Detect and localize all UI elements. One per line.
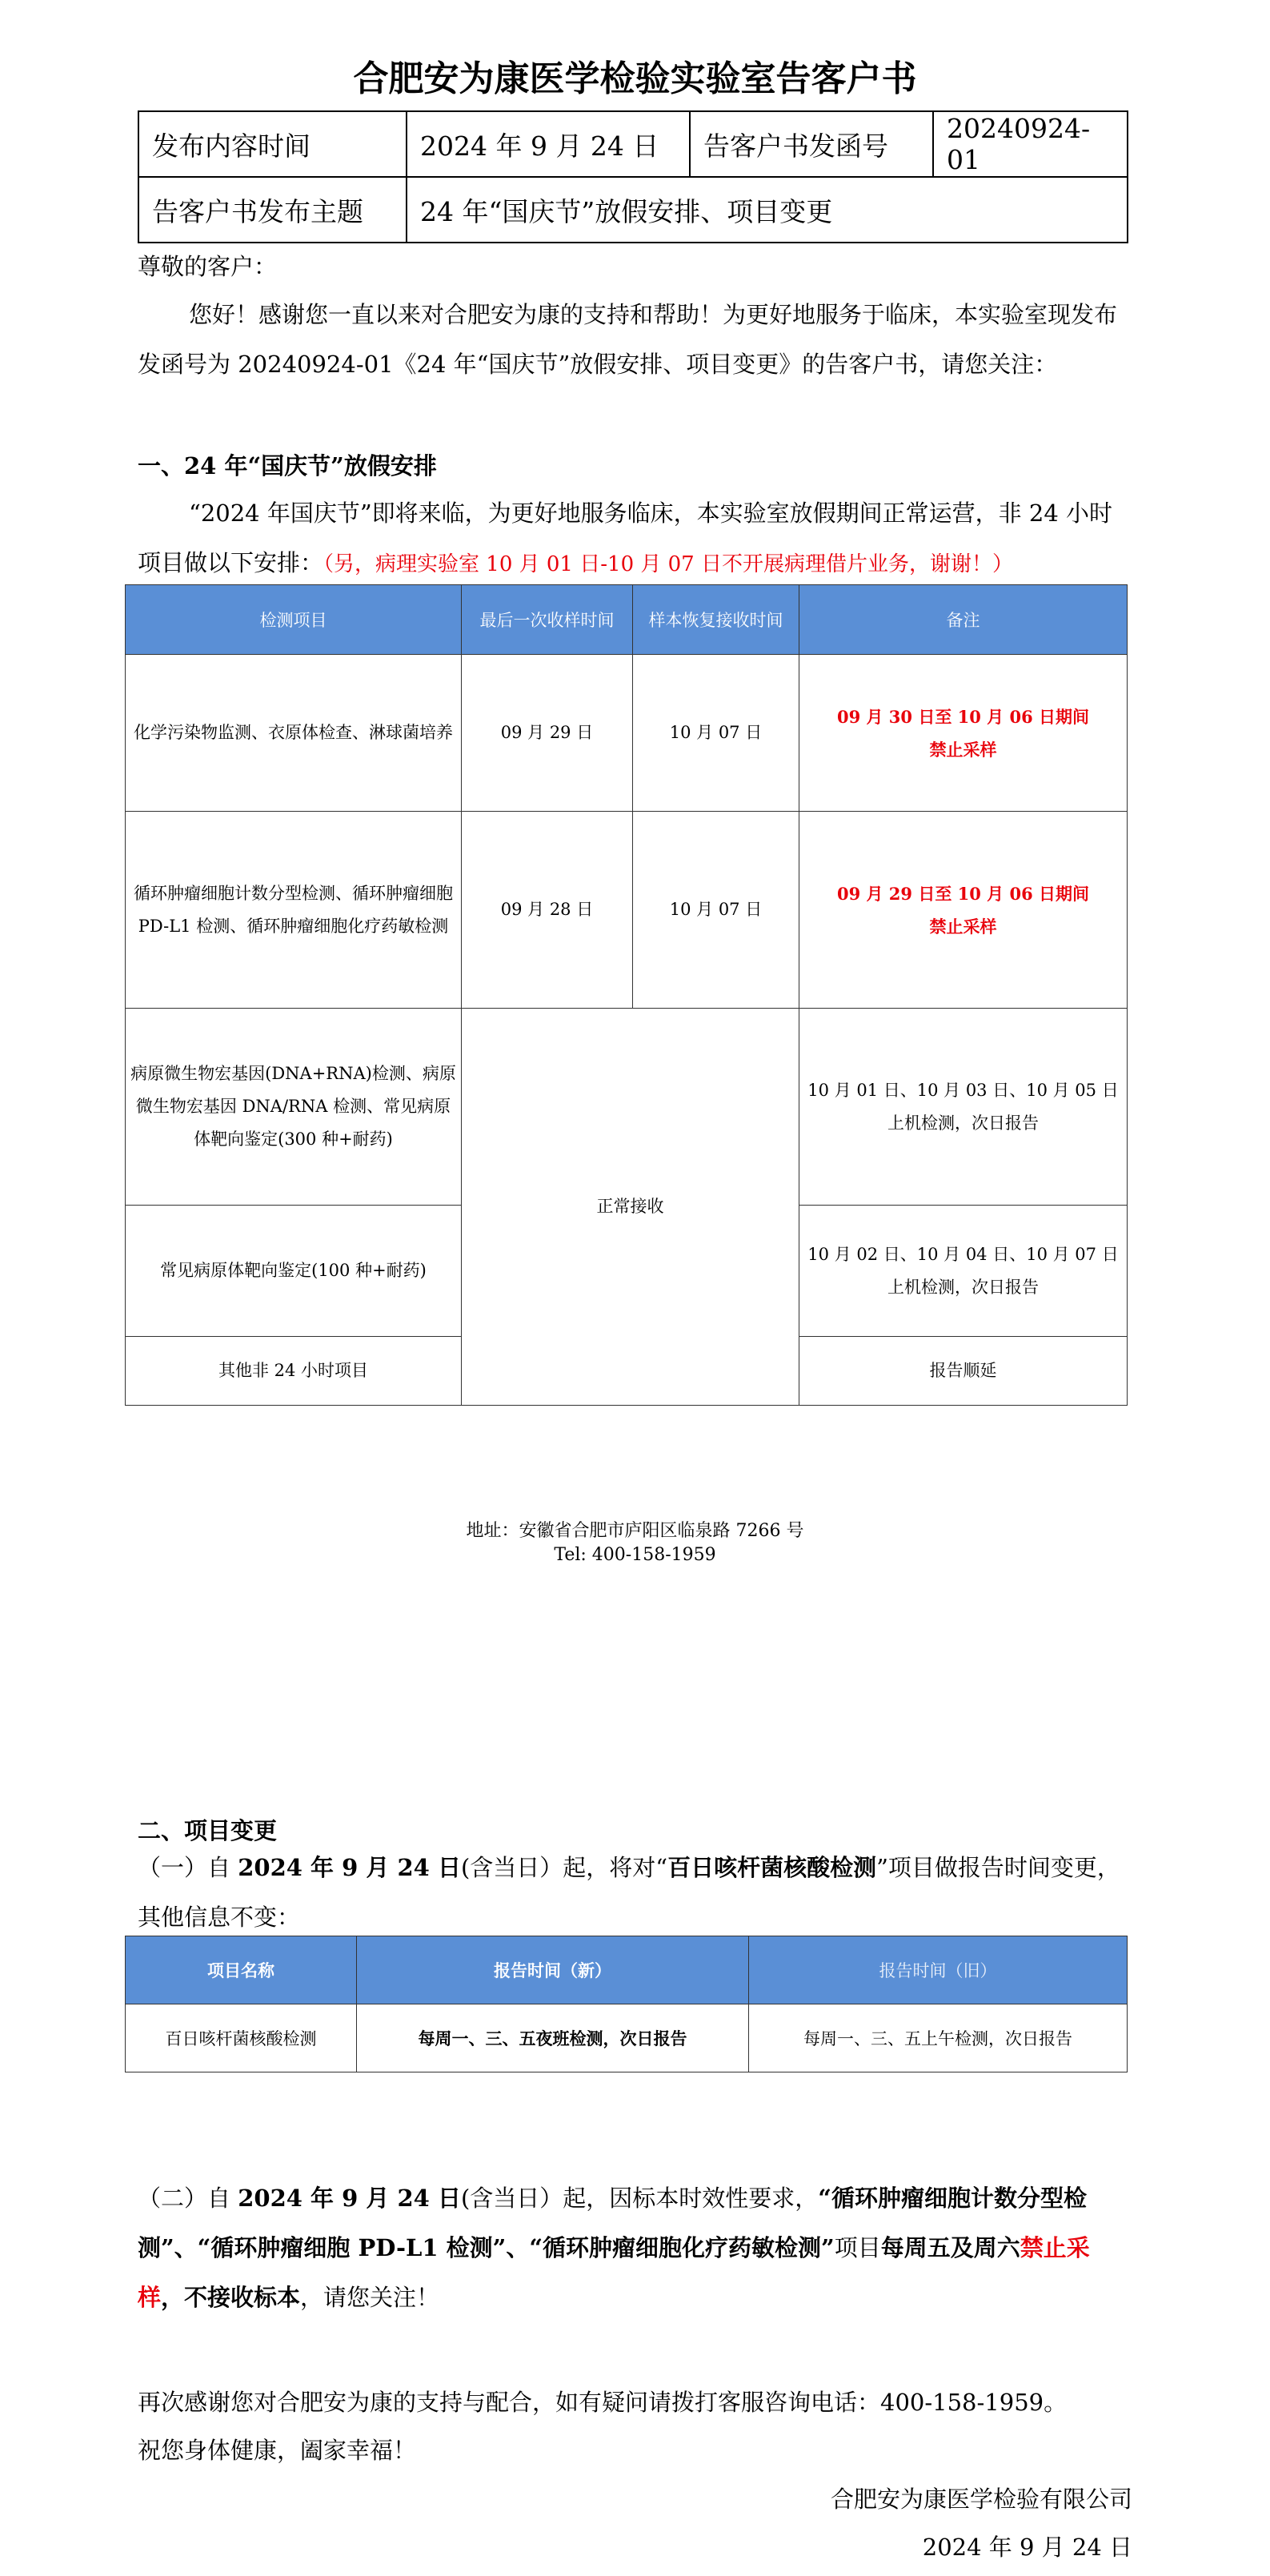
text: 项目 <box>834 2234 881 2261</box>
subject-value: 24 年“国庆节”放假安排、项目变更 <box>407 177 1128 243</box>
pathology-note: （另，病理实验室 10 月 01 日-10 月 07 日不开展病理借片业务，谢谢！） <box>323 552 1013 576</box>
greeting: 尊敬的客户： <box>138 253 278 280</box>
note-cell: 报告顺延 <box>799 1337 1128 1406</box>
publish-time-label: 发布内容时间 <box>138 111 407 177</box>
table-row <box>126 655 1128 812</box>
no-accept-notice: 不接收标本 <box>184 2284 301 2311</box>
table-row <box>126 1009 1128 1206</box>
note-line: 09 月 30 日至 10 月 06 日期间 <box>836 706 1090 727</box>
normal-receive-cell: 正常接收 <box>462 1009 799 1406</box>
col-resume: 样本恢复接收时间 <box>633 585 799 655</box>
sign-date: 2024 年 9 月 24 日 <box>922 2534 1132 2561</box>
closing-wishes: 祝您身体健康，阖家幸福！ <box>138 2437 417 2464</box>
resume-time-cell: 10 月 07 日 <box>633 812 799 1009</box>
item-cell: 常见病原体靶向鉴定(100 种+耐药) <box>126 1206 462 1337</box>
change2-paragraph <box>138 2173 1128 2322</box>
note-cell <box>799 655 1128 812</box>
note-line: 09 月 29 日至 10 月 06 日期间 <box>836 883 1090 904</box>
document-title: 合肥安为康医学检验实验室告客户书 <box>353 58 917 99</box>
company-name: 合肥安为康医学检验有限公司 <box>830 2486 1132 2513</box>
section1-title: 一、24 年“国庆节”放假安排 <box>138 452 437 479</box>
text: （二）自 <box>138 2185 238 2212</box>
section1-paragraph <box>138 488 1128 589</box>
note-cell: 10 月 01 日、10 月 03 日、10 月 05 日上机检测，次日报告 <box>799 1009 1128 1206</box>
telephone: Tel: 400-158-1959 <box>554 1545 716 1565</box>
table-row <box>126 2004 1128 2072</box>
section2-title: 二、项目变更 <box>138 1817 278 1844</box>
last-time-cell: 09 月 29 日 <box>462 655 633 812</box>
project-cell: 百日咳杆菌核酸检测 <box>126 2004 357 2072</box>
report-time-change-table <box>125 1936 1128 2072</box>
col-new-time: 报告时间（新） <box>357 1936 749 2004</box>
subject-label: 告客户书发布主题 <box>138 177 407 243</box>
note-line: 禁止采样 <box>929 739 997 760</box>
item-cell: 化学污染物监测、衣原体检查、淋球菌培养 <box>126 655 462 812</box>
change1-paragraph <box>138 1843 1128 1942</box>
change-header-row <box>126 1936 1128 2004</box>
letter-no-label: 告客户书发函号 <box>690 111 933 177</box>
text: (含当日）起，将对“ <box>460 1854 668 1881</box>
item-cell: 循环肿瘤细胞计数分型检测、循环肿瘤细胞 PD-L1 检测、循环肿瘤细胞化疗药敏检测 <box>126 812 462 1009</box>
new-time-cell: 每周一、三、五夜班检测，次日报告 <box>357 2004 749 2072</box>
text: (含当日）起，因标本时效性要求， <box>460 2185 819 2212</box>
item-cell: 病原微生物宏基因(DNA+RNA)检测、病原微生物宏基因 DNA/RNA 检测、常见病原体靶向鉴定(300 种+耐药) <box>126 1009 462 1206</box>
item-cell: 其他非 24 小时项目 <box>126 1337 462 1406</box>
effective-date: 2024 年 9 月 24 日 <box>238 2185 461 2212</box>
closing-thanks: 再次感谢您对合肥安为康的支持与配合，如有疑问请拨打客服咨询电话：400-158-1959。 <box>138 2389 1068 2416</box>
table-row <box>126 812 1128 1009</box>
address: 地址：安徽省合肥市庐阳区临泉路 7266 号 <box>466 1521 804 1541</box>
last-time-cell: 09 月 28 日 <box>462 812 633 1009</box>
note-line: 禁止采样 <box>929 916 997 937</box>
text: （一）自 <box>138 1854 238 1881</box>
holiday-schedule-table <box>125 584 1128 1406</box>
note-cell <box>799 812 1128 1009</box>
ban-notice: 禁止采样 <box>138 2234 1090 2311</box>
col-item: 检测项目 <box>126 585 462 655</box>
publish-time-value: 2024 年 9 月 24 日 <box>407 111 690 177</box>
resume-time-cell: 10 月 07 日 <box>633 655 799 812</box>
col-last-collection: 最后一次收样时间 <box>462 585 633 655</box>
text: ，请您关注！ <box>300 2284 440 2311</box>
intro-paragraph: 您好！感谢您一直以来对合肥安为康的支持和帮助！为更好地服务于临床，本实验室现发布发函号为 20240924-01《24 年“国庆节”放假安排、项目变更》的告客户书，请您关注： <box>138 301 1118 378</box>
col-old-time: 报告时间（旧） <box>749 1936 1128 2004</box>
section1-text: “2024 年国庆节”即将来临，为更好地服务临床，本实验室放假期间正常运营，非 24 小时项目做以下安排： <box>138 500 1113 576</box>
header-info-table <box>138 110 1128 243</box>
project-names: “循环肿瘤细胞计数分型检测”、“循环肿瘤细胞 PD-L1 检测”、“循环肿瘤细胞化疗药敏检测” <box>138 2185 1087 2261</box>
schedule-header-row <box>126 585 1128 655</box>
text: ， <box>161 2284 185 2311</box>
days: 每周五及周六 <box>880 2234 1020 2261</box>
col-project-name: 项目名称 <box>126 1936 357 2004</box>
old-time-cell: 每周一、三、五上午检测，次日报告 <box>749 2004 1128 2072</box>
col-note: 备注 <box>799 585 1128 655</box>
note-cell: 10 月 02 日、10 月 04 日、10 月 07 日上机检测，次日报告 <box>799 1206 1128 1337</box>
letter-no-value: 20240924-01 <box>933 111 1128 177</box>
text: ”项目做报告时间变更，其他信息不变： <box>138 1854 1120 1931</box>
effective-date: 2024 年 9 月 24 日 <box>238 1854 461 1881</box>
project-name: 百日咳杆菌核酸检测 <box>667 1854 877 1881</box>
